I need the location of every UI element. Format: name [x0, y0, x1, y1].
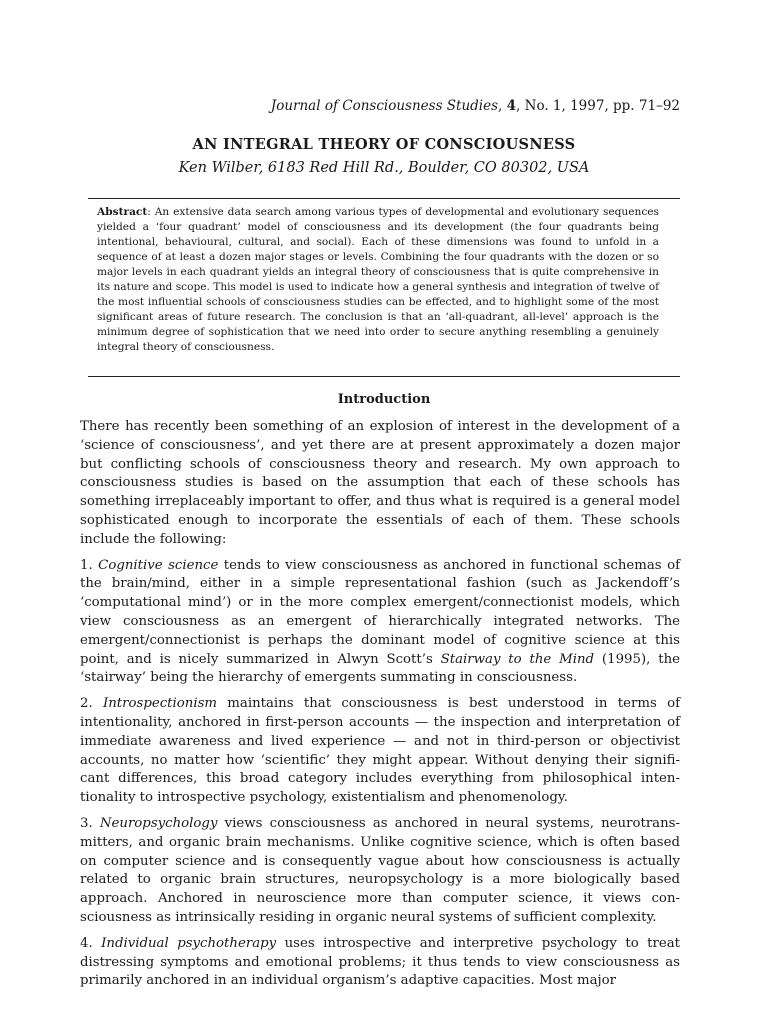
- book-title: Stairway to the Mind: [440, 651, 595, 667]
- list-item-cognitive-science: [80, 557, 680, 689]
- abstract-bottom-rule: [88, 376, 680, 377]
- item-text: tends to view consciousness as anchored in functional schemas of the brain/mind, either in a simple representational fashion (such as Jackendoff’s ‘computational mind’) or in the more complex emergent/connectionist models, which view consciousness as an emergent of hierarchically integrated networks. The emergent/connectionist is perhaps the dominant model of cognitive science at this point, and is nicely summarized in Alwyn Scott’s: [80, 557, 680, 667]
- item-text: views consciousness as anchored in neural systems, neurotrans-mitters, and organic brain mechanisms. Unlike cognitive science, which is often based on computer science and is consequently vague about how consciousness is actually related to organic brain structures, neuropsychology is a more biologically based approach. Anchored in neuroscience more than computer science, it views con-sciousness as intrinsically residing in organic neural systems of sufficient complexity.: [80, 815, 680, 925]
- list-item-individual-psychotherapy: [80, 935, 680, 991]
- item-term: Cognitive science: [98, 557, 219, 573]
- item-number: 1.: [80, 557, 99, 573]
- journal-separator: ,: [498, 98, 507, 114]
- list-item-introspectionism: [80, 695, 680, 808]
- item-term: Neuropsychology: [99, 815, 218, 831]
- item-term: Individual psychotherapy: [101, 935, 277, 951]
- abstract-block: [97, 205, 659, 355]
- item-number: 2.: [80, 696, 103, 712]
- abstract-text: : An extensive data search among various types of developmental and evolutionary sequences yielded a ‘four quadrant’ model of consciousness and its development (the four quadrants being intentional, behavioural, cultural, and social). Each of these dimensions was found to unfold in a sequence of at least a dozen major stages or levels. Combining the four quadrants with the dozen or so major levels in each quadrant yields an integral theory of consciousness that is quite comprehensive in its nature and scope. This model is used to indicate how a general synthesis and integration of twelve of the most influential schools of consciousness studies can be effected, and to highlight some of the most significant areas of future research. The conclusion is that an ‘all-quadrant, all-level’ approach is the minimum degree of sophistication that we need into order to secure anything resembling a genuinely integral theory of consciousness.: [97, 206, 659, 353]
- abstract-label: Abstract: [97, 206, 148, 218]
- item-term: Introspectionism: [102, 696, 218, 712]
- journal-citation: [271, 98, 680, 114]
- item-text-continued: (1995), the ‘stairway’ being the hierarchy of emergents summating in consciousness.: [80, 651, 680, 686]
- journal-volume: 4: [506, 98, 517, 114]
- item-text: maintains that consciousness is best understood in terms of intentionality, anchored in first-person accounts — the inspection and interpretation of immediate awareness and lived experience — and not in third-person or objectivist accounts, no matter how ‘scientific’ they might appear. Without denying their signifi-cant differences, this broad category includes everything from philosophical inten-tionality to introspective psychology, existentialism and phenomenology.: [80, 696, 680, 806]
- journal-name: Journal of Consciousness Studies: [270, 98, 499, 114]
- section-heading-introduction: Introduction: [337, 392, 431, 407]
- article-title: AN INTEGRAL THEORY OF CONSCIOUSNESS: [192, 136, 576, 153]
- item-text: uses introspective and interpretive psychology to treat distressing symptoms and emotional problems; it thus tends to view consciousness as primarily anchored in an individual organism’s adaptive capacities. Most major: [80, 935, 680, 989]
- intro-paragraph: There has recently been something of an explosion of interest in the development of a ‘science of consciousness’, and yet there are at present approximately a dozen major but conflicting schools of consciousness theory and research. My own approach to consciousness studies is based on the assumption that each of these schools has something irreplaceably important to offer, and thus what is required is a general model sophisticated enough to incorporate the essentials of each of them. These schools include the following:: [80, 419, 680, 547]
- item-number: 4.: [80, 935, 102, 951]
- list-item-neuropsychology: [80, 815, 680, 928]
- journal-issue-pages: , No. 1, 1997, pp. 71–92: [516, 98, 680, 114]
- article-author: Ken Wilber, 6183 Red Hill Rd., Boulder, CO 80302, USA: [178, 160, 590, 176]
- body-text: [80, 418, 680, 998]
- item-number: 3.: [80, 815, 100, 831]
- abstract-top-rule: [88, 198, 680, 199]
